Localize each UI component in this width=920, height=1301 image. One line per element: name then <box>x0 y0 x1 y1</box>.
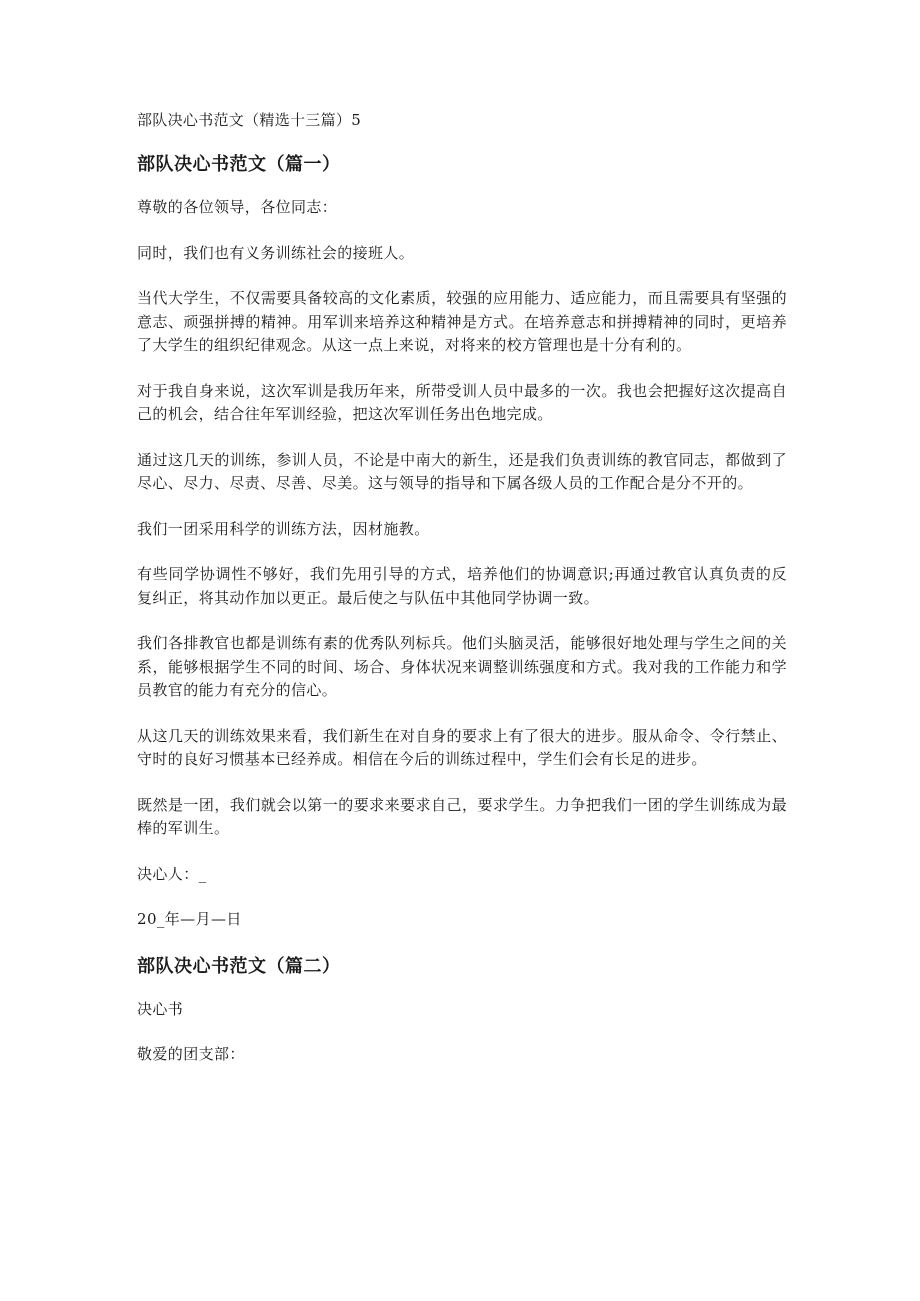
document-page <box>137 108 787 1089</box>
paragraph: 既然是一团，我们就会以第一的要求来要求自己，要求学生。力争把我们一团的学生训练成为最棒的军训生。 <box>137 795 787 837</box>
paragraph: 通过这几天的训练，参训人员，不论是中南大的新生，还是我们负责训练的教官同志，都做到了尽心、尽力、尽责、尽善、尽美。这与领导的指导和下属各级人员的工作配合是分不开的。 <box>137 450 787 492</box>
paragraph: 我们各排教官也都是训练有素的优秀队列标兵。他们头脑灵活，能够很好地处理与学生之间的关系，能够根据学生不同的时间、场合、身体状况来调整训练强度和方式。我对我的工作能力和学员教官的能力有充分的信心。 <box>137 634 787 699</box>
paragraph: 有些同学协调性不够好，我们先用引导的方式，培养他们的协调意识;再通过教官认真负责的反复纠正，将其动作加以更正。最后使之与队伍中其他同学协调一致。 <box>137 565 787 607</box>
document-title: 部队决心书范文（精选十三篇）5 <box>137 111 362 129</box>
signature-line: 决心人：_ <box>137 864 207 883</box>
paragraph: 对于我自身来说，这次军训是我历年来，所带受训人员中最多的一次。我也会把握好这次提高自己的机会，结合往年军训经验，把这次军训任务出色地完成。 <box>137 381 787 423</box>
letter-title: 决心书 <box>137 999 184 1018</box>
salutation: 尊敬的各位领导，各位同志： <box>137 198 338 216</box>
salutation: 敬爱的团支部： <box>137 1045 245 1063</box>
section-heading-1: 部队决心书范文（篇一） <box>137 154 341 175</box>
section-heading-2: 部队决心书范文（篇二） <box>137 955 341 977</box>
paragraph: 当代大学生，不仅需要具备较高的文化素质，较强的应用能力、适应能力，而且需要具有坚强的意志、顽强拼搏的精神。用军训来培养这种精神是方式。在培养意志和拼搏精神的同时，更培养了大学生的组织纪律观念。从这一点上来说，对将来的校方管理也是十分有利的。 <box>137 289 787 354</box>
paragraph: 我们一团采用科学的训练方法，因材施教。 <box>137 519 430 538</box>
paragraph: 同时，我们也有义务训练社会的接班人。 <box>137 243 415 262</box>
paragraph: 从这几天的训练效果来看，我们新生在对自身的要求上有了很大的进步。服从命令、令行禁止、守时的良好习惯基本已经养成。相信在今后的训练过程中，学生们会有长足的进步。 <box>137 726 787 768</box>
date-line: 20_年—月—日 <box>137 910 242 928</box>
